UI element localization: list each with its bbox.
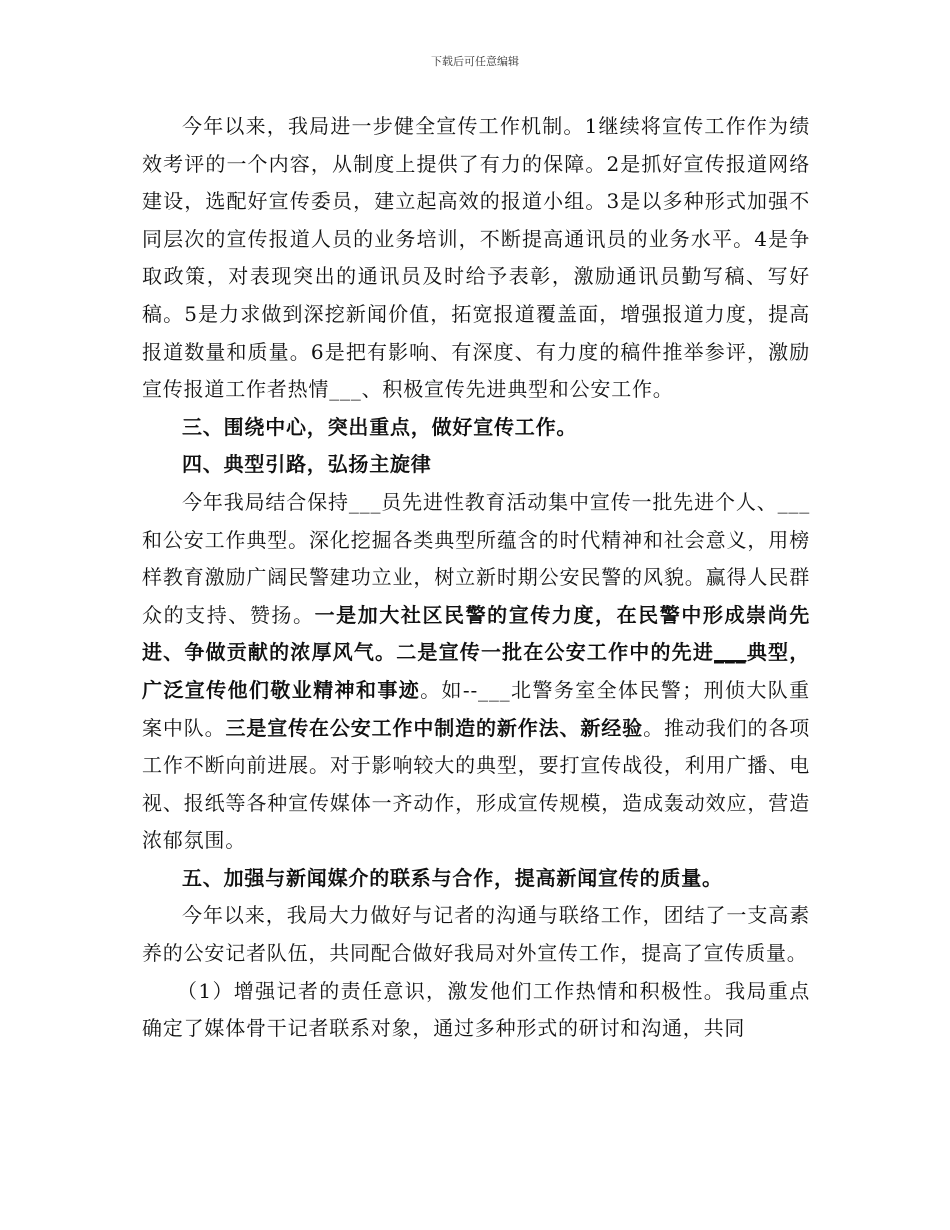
paragraph-bold-text: 三是宣传在公安工作中制造的新作法、新经验 [225,715,644,740]
paragraph-text: 。如--___北警务室全体民警；刑侦大队重案中队。 [142,677,810,740]
heading-section-four: 四、典型引路，弘扬主旋律 [182,452,432,477]
page-header: 下载后可任意编辑 [431,55,519,68]
paragraph-bold-text: 典型，广泛宣传他们敬业精神和事迹 [142,640,810,702]
paragraph-typical-examples [142,484,810,860]
paragraph-text: 今年我局结合保持___员先进性教育活动集中宣传一批先进个人、___和公安工作典型。深化挖掘各类典型所蕴含的时代精神和社会意义，用榜样教育激励广阔民警建功立业，树立新时期公安民警的风貌。赢得人民群众的支持、赞扬。 [142,489,810,627]
heading-section-three: 三、围绕中心，突出重点，做好宣传工作。 [182,414,578,439]
paragraph-bold-text: 一是加大社区民警的宣传力度，在民警中形成崇尚先进、争做贡献的浓厚风气。二是宣传一批在公安工作中的先进 [142,602,810,665]
paragraph-reporter-responsibility: （1）增强记者的责任意识，激发他们工作热情和积极性。我局重点确定了媒体骨干记者联系对象，通过多种形式的研讨和沟通，共同 [142,978,810,1041]
document-body [142,108,810,1048]
paragraph-publicity-mechanism: 今年以来，我局进一步健全宣传工作机制。1继续将宣传工作作为绩效考评的一个内容，从制度上提供了有力的保障。2是抓好宣传报道网络建设，选配好宣传委员，建立起高效的报道小组。3是以多种形式加强不同层次的宣传报道人员的业务培训，不断提高通讯员的业务水平。4是争取政策，对表现突出的通讯员及时给予表彰，激励通讯员勤写稿、写好稿。5是力求做到深挖新闻价值，拓宽报道覆盖面，增强报道力度，提高报道数量和质量。6是把有影响、有深度、有力度的稿件推举参评，激励宣传报道工作者热情___、积极宣传先进典型和公安工作。 [142,114,810,402]
heading-section-five: 五、加强与新闻媒介的联系与合作，提高新闻宣传的质量。 [182,865,723,890]
paragraph-text: 。推动我们的各项工作不断向前进展。对于影响较大的典型，要打宣传战役，利用广播、电视、报纸等各种宣传媒体一齐动作，形成宣传规模，造成轰动效应，营造浓郁氛围。 [142,715,811,853]
paragraph-blank: ___ [714,640,747,665]
paragraph-media-cooperation: 今年以来，我局大力做好与记者的沟通与联络工作，团结了一支高素养的公安记者队伍，共同配合做好我局对外宣传工作，提高了宣传质量。 [142,903,810,966]
